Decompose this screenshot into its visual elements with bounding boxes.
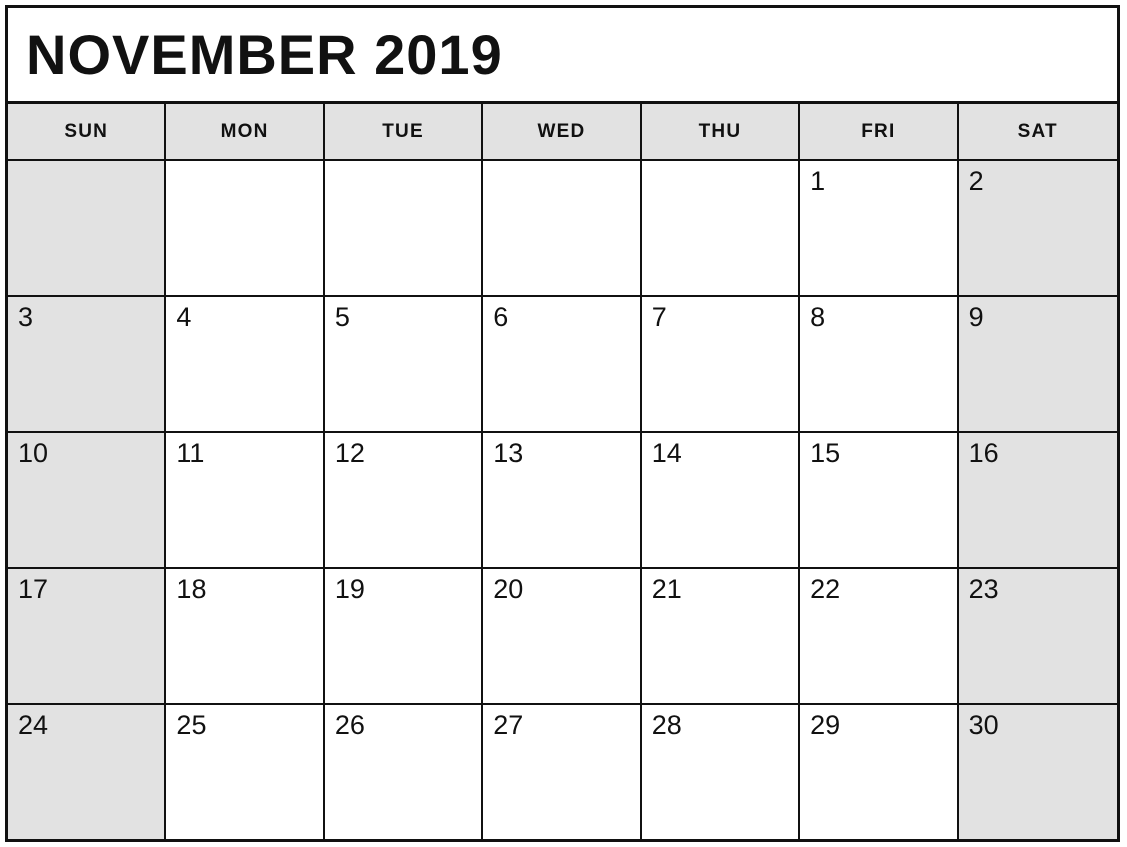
day-cell-3[interactable] — [8, 297, 166, 431]
calendar-week-row — [8, 705, 1117, 839]
day-number: 17 — [18, 574, 49, 604]
weekday-header-sun: SUN — [8, 104, 166, 159]
day-number: 9 — [968, 302, 984, 332]
day-cell-1[interactable] — [800, 161, 958, 295]
day-number: 4 — [176, 302, 192, 332]
day-number: 20 — [493, 574, 524, 604]
calendar-grid — [8, 161, 1117, 839]
day-number: 6 — [493, 302, 509, 332]
day-cell-27[interactable] — [483, 705, 641, 839]
day-number: 7 — [651, 302, 667, 332]
day-cell-empty — [325, 161, 483, 295]
day-cell-15[interactable] — [800, 433, 958, 567]
day-number: 14 — [651, 438, 682, 468]
day-cell-29[interactable] — [800, 705, 958, 839]
day-number: 23 — [968, 574, 999, 604]
day-cell-25[interactable] — [166, 705, 324, 839]
day-number: 18 — [176, 574, 207, 604]
day-cell-19[interactable] — [325, 569, 483, 703]
calendar-week-row — [8, 297, 1117, 433]
calendar-week-row — [8, 433, 1117, 569]
day-number: 26 — [334, 710, 365, 740]
day-number: 16 — [968, 438, 999, 468]
day-cell-6[interactable] — [483, 297, 641, 431]
day-number: 8 — [810, 302, 826, 332]
day-number: 29 — [810, 710, 841, 740]
calendar — [5, 5, 1120, 842]
day-number: 21 — [651, 574, 682, 604]
day-cell-28[interactable] — [642, 705, 800, 839]
calendar-week-row — [8, 569, 1117, 705]
day-number: 25 — [176, 710, 207, 740]
day-cell-empty — [166, 161, 324, 295]
day-cell-empty — [483, 161, 641, 295]
day-cell-26[interactable] — [325, 705, 483, 839]
day-number: 10 — [18, 438, 49, 468]
page-title: NOVEMBER 2019 — [26, 22, 503, 86]
day-number: 24 — [18, 710, 49, 740]
day-number: 30 — [968, 710, 999, 740]
day-number: 22 — [810, 574, 841, 604]
day-cell-18[interactable] — [166, 569, 324, 703]
day-cell-7[interactable] — [642, 297, 800, 431]
weekday-header-sat: SAT — [959, 104, 1117, 159]
day-number: 11 — [176, 438, 205, 468]
day-cell-16[interactable] — [959, 433, 1117, 567]
calendar-week-row — [8, 161, 1117, 297]
day-number: 3 — [18, 302, 34, 332]
day-cell-22[interactable] — [800, 569, 958, 703]
day-cell-empty — [642, 161, 800, 295]
day-number: 12 — [334, 438, 365, 468]
day-number: 1 — [810, 166, 826, 196]
weekday-header-tue: TUE — [325, 104, 483, 159]
day-number: 19 — [334, 574, 365, 604]
day-cell-23[interactable] — [959, 569, 1117, 703]
day-cell-20[interactable] — [483, 569, 641, 703]
day-cell-21[interactable] — [642, 569, 800, 703]
day-cell-14[interactable] — [642, 433, 800, 567]
day-number: 27 — [493, 710, 524, 740]
day-cell-17[interactable] — [8, 569, 166, 703]
day-number: 13 — [493, 438, 524, 468]
day-number: 15 — [810, 438, 841, 468]
day-cell-9[interactable] — [959, 297, 1117, 431]
weekday-header-mon: MON — [166, 104, 324, 159]
day-cell-13[interactable] — [483, 433, 641, 567]
day-cell-12[interactable] — [325, 433, 483, 567]
calendar-title-bar — [8, 8, 1117, 104]
weekday-header-wed: WED — [483, 104, 641, 159]
day-cell-10[interactable] — [8, 433, 166, 567]
day-cell-11[interactable] — [166, 433, 324, 567]
day-cell-empty — [8, 161, 166, 295]
day-cell-30[interactable] — [959, 705, 1117, 839]
weekday-header-fri: FRI — [800, 104, 958, 159]
weekday-header-thu: THU — [642, 104, 800, 159]
day-number: 5 — [334, 302, 350, 332]
day-cell-5[interactable] — [325, 297, 483, 431]
day-cell-4[interactable] — [166, 297, 324, 431]
day-number: 2 — [968, 166, 984, 196]
day-cell-2[interactable] — [959, 161, 1117, 295]
day-cell-24[interactable] — [8, 705, 166, 839]
weekday-header-row — [8, 104, 1117, 161]
day-number: 28 — [651, 710, 682, 740]
day-cell-8[interactable] — [800, 297, 958, 431]
